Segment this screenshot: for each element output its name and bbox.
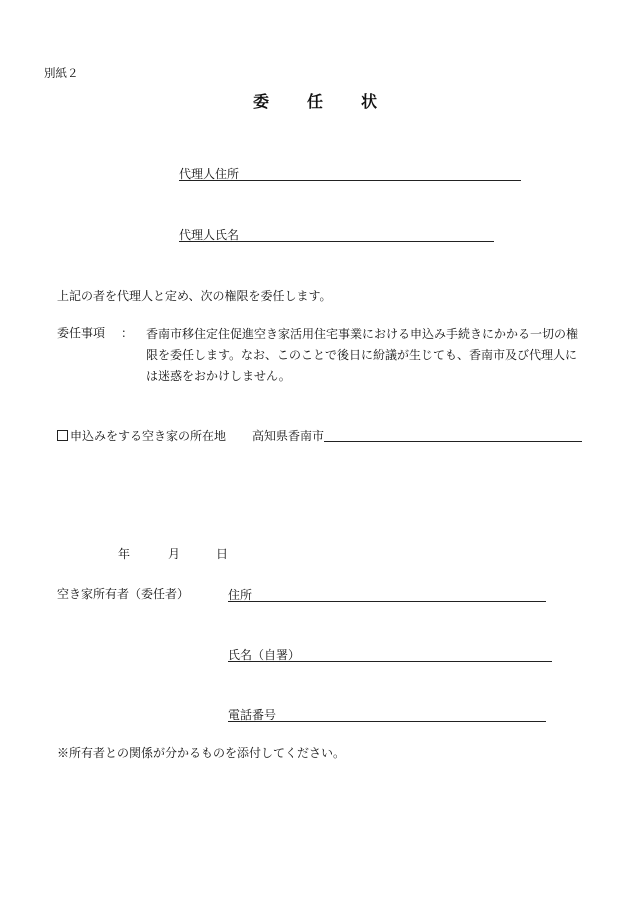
owner-address-field[interactable] <box>228 588 546 602</box>
date-year: 年 <box>118 547 131 561</box>
document-title <box>0 94 630 110</box>
owner-label: 空き家所有者（委任者） <box>57 587 190 601</box>
property-location-row <box>57 428 582 442</box>
delegated-matter-label: 委任事項 <box>57 326 106 340</box>
title-char-3: 状 <box>361 92 378 111</box>
delegated-matter-line-1: 香南市移住定住促進空き家活用住宅事業における申込み手続きにかかる一切の権 <box>146 327 579 341</box>
date-month: 月 <box>168 547 181 561</box>
owner-phone-field[interactable] <box>228 708 546 722</box>
proxy-address-line[interactable] <box>239 167 521 181</box>
owner-address-line[interactable] <box>252 588 546 602</box>
property-location-prefix: 高知県香南市 <box>252 429 325 443</box>
attachment-note: ※所有者との関係が分かるものを添付してください。 <box>57 746 346 760</box>
owner-name-field[interactable] <box>228 648 552 662</box>
attachment-label: 別紙２ <box>44 66 79 80</box>
title-char-1: 委 <box>252 92 269 111</box>
owner-phone-line[interactable] <box>276 708 546 722</box>
delegated-matter-body <box>146 324 586 387</box>
property-location-label: 申込みをする空き家の所在地 <box>70 429 227 443</box>
delegated-matter-line-2: 限を委任します。なお、このことで後日に紛議が生じても、香南市及び代理人に <box>146 348 578 362</box>
date-row[interactable] <box>118 548 228 560</box>
owner-name-line[interactable] <box>300 648 552 662</box>
delegated-matter-line-3: は迷惑をおかけしません。 <box>146 369 291 383</box>
proxy-name-label: 代理人氏名 <box>179 228 240 242</box>
title-char-2: 任 <box>306 92 323 111</box>
delegated-matter-colon: ： <box>121 326 134 340</box>
proxy-name-field[interactable] <box>179 228 494 242</box>
proxy-address-field[interactable] <box>179 167 521 181</box>
owner-phone-label: 電話番号 <box>228 708 277 722</box>
owner-name-label: 氏名（自署） <box>228 648 301 662</box>
property-location-line[interactable] <box>324 428 582 442</box>
proxy-address-label: 代理人住所 <box>179 167 240 181</box>
date-day: 日 <box>216 547 229 561</box>
proxy-name-line[interactable] <box>239 228 494 242</box>
delegation-statement: 上記の者を代理人と定め、次の権限を委任します。 <box>57 289 332 303</box>
owner-address-label: 住所 <box>228 588 253 602</box>
property-checkbox[interactable] <box>57 430 68 441</box>
